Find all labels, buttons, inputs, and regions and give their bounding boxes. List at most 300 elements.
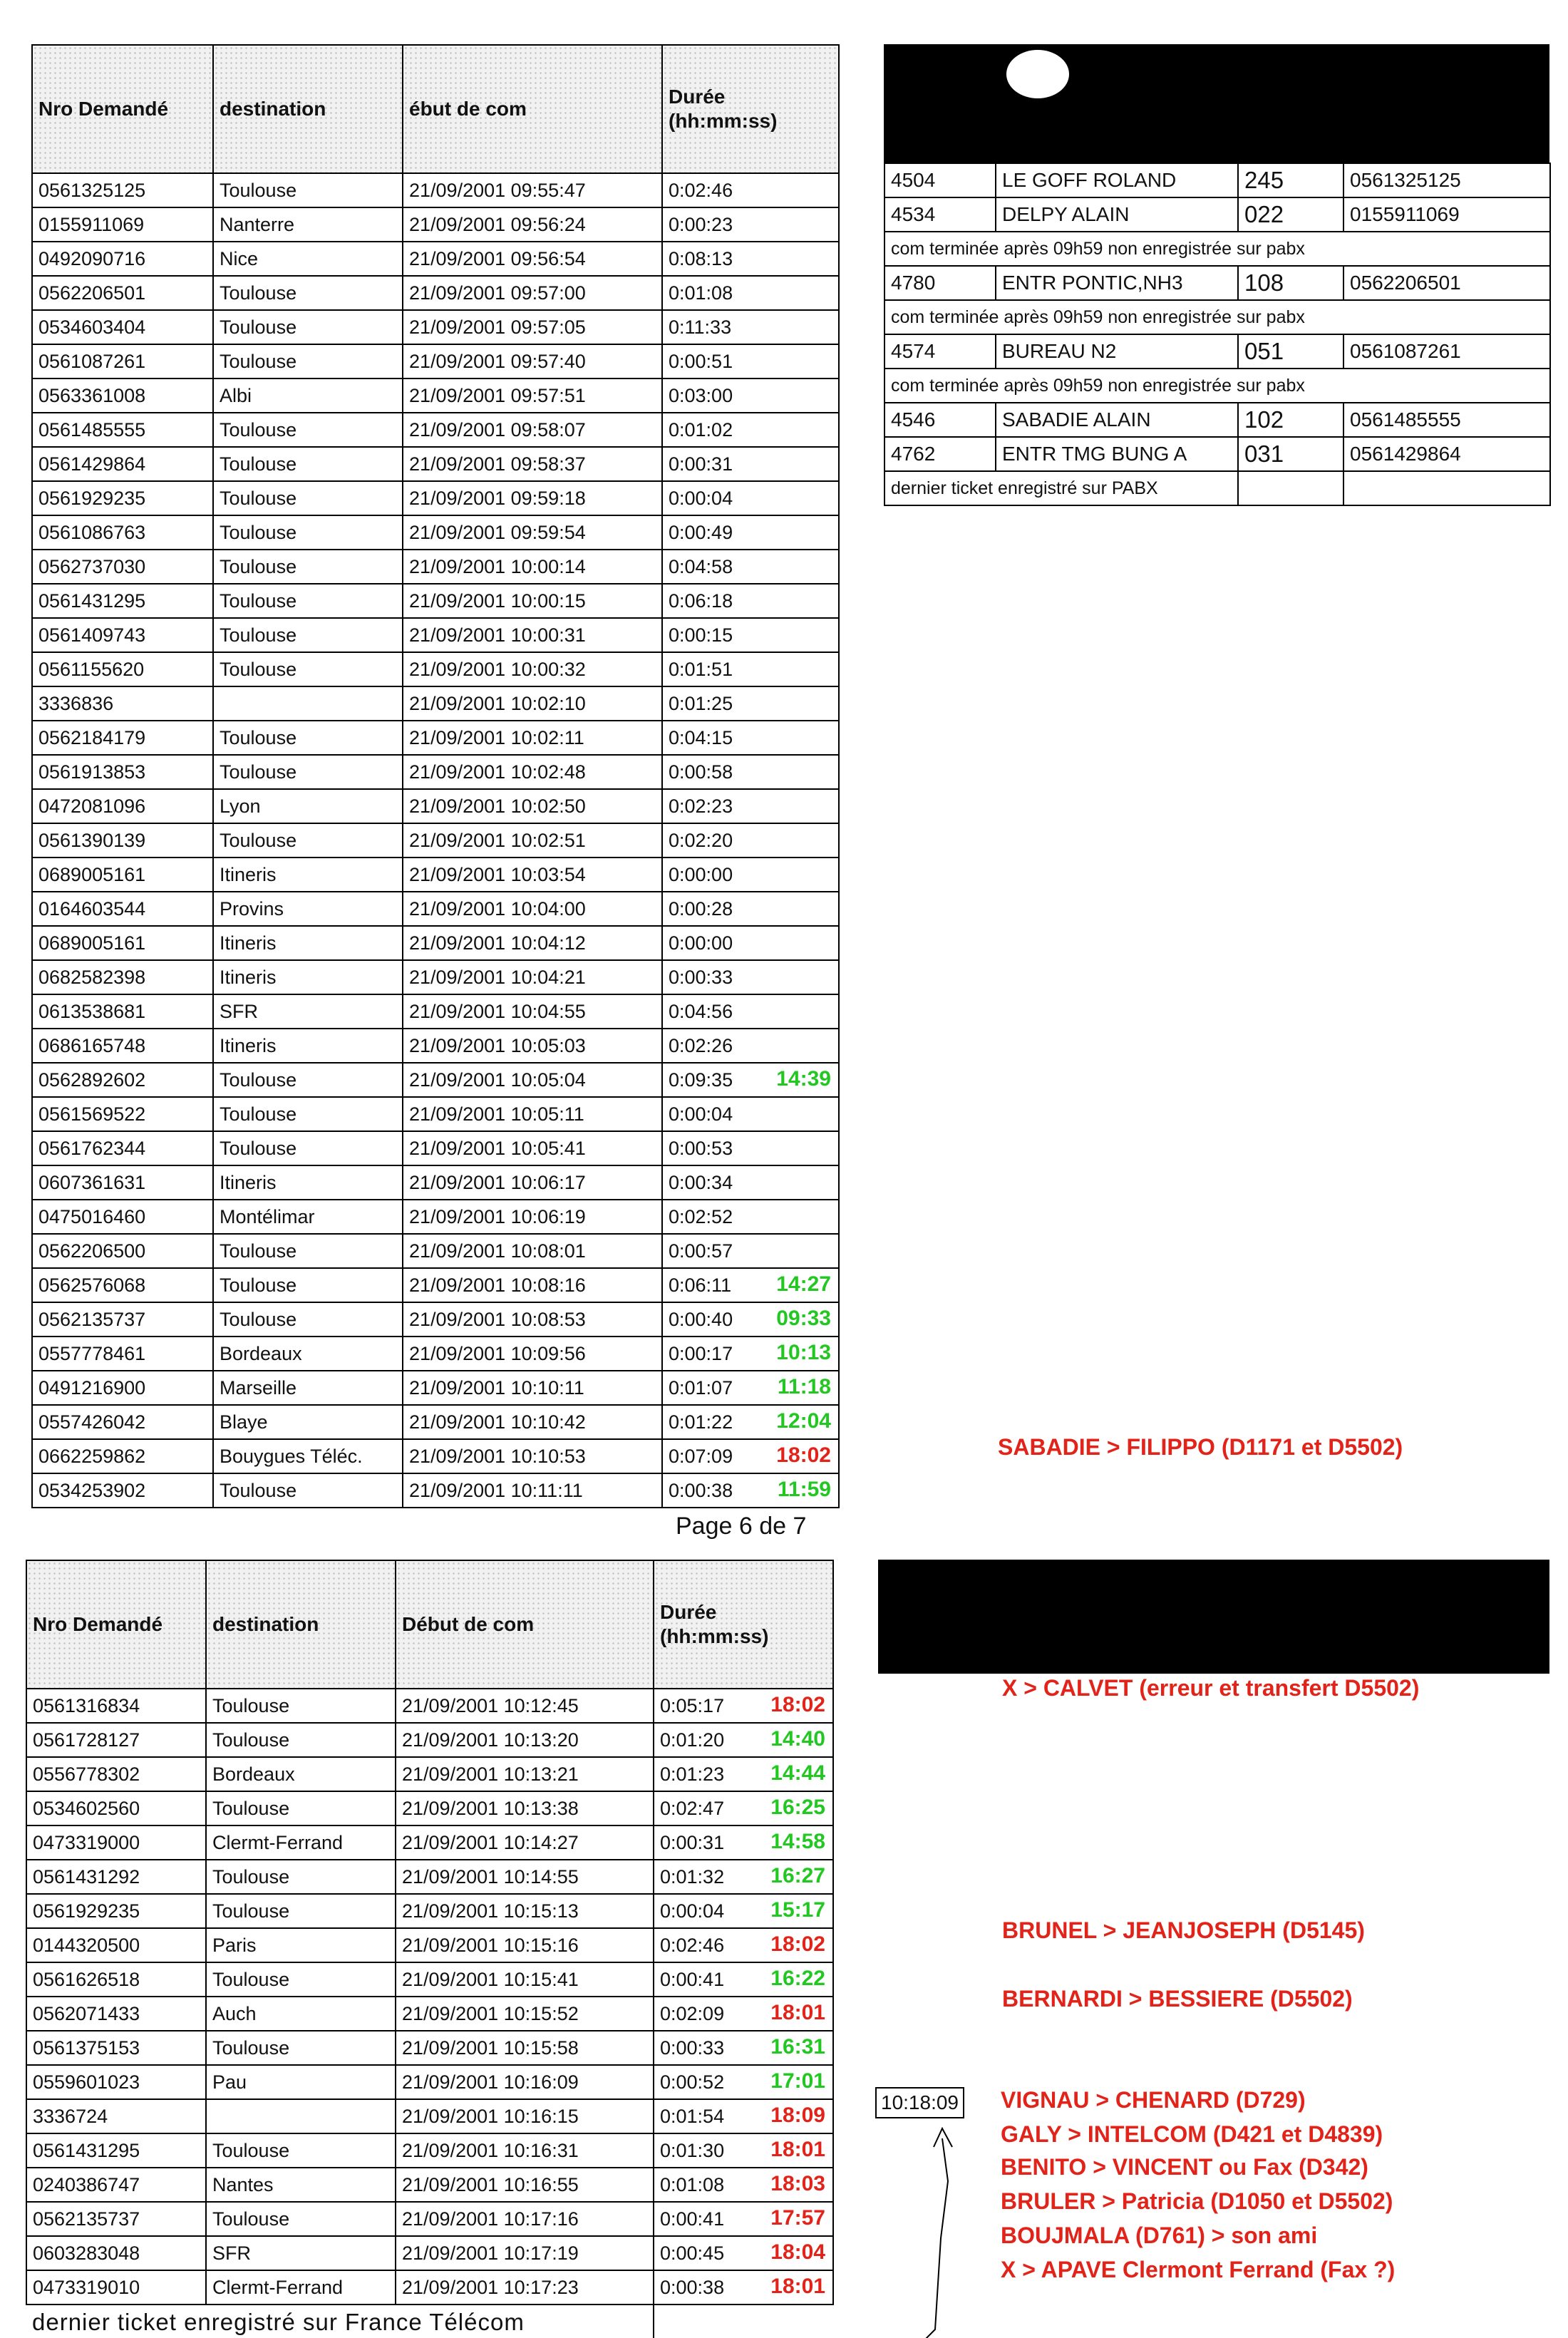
cell-destination: Toulouse <box>206 1689 396 1723</box>
cell-destination: Toulouse <box>213 1131 403 1165</box>
cell-number: 0534253902 <box>32 1473 213 1508</box>
duration-value: 0:02:23 <box>669 795 733 817</box>
cell-number: 0561390139 <box>32 823 213 858</box>
annotation-brunel: BRUNEL > JEANJOSEPH (D5145) <box>1002 1917 1365 1943</box>
cell-start: 21/09/2001 10:16:31 <box>396 2133 654 2168</box>
cell-start: 21/09/2001 10:16:15 <box>396 2099 654 2133</box>
pabx-name: LE GOFF ROLAND <box>996 163 1238 197</box>
pabx-code: 108 <box>1238 266 1343 300</box>
time-mark: 14:40 <box>770 1727 825 1751</box>
cell-number: 0559601023 <box>26 2065 206 2099</box>
duration-value: 0:00:17 <box>669 1343 733 1364</box>
time-mark: 10:13 <box>776 1341 831 1364</box>
duration-value: 0:00:04 <box>669 488 733 509</box>
duration-value: 0:01:30 <box>660 2140 725 2161</box>
annotation-vignau: VIGNAU > CHENARD (D729) <box>1001 2087 1306 2113</box>
cell-number: 0473319010 <box>26 2270 206 2304</box>
cell-start: 21/09/2001 10:13:38 <box>396 1791 654 1825</box>
cell-start: 21/09/2001 09:57:51 <box>403 378 662 413</box>
duration-value: 0:00:33 <box>660 2037 725 2059</box>
cell-number: 0164603544 <box>32 892 213 926</box>
cell-number: 0603283048 <box>26 2236 206 2270</box>
duration-value: 0:04:56 <box>669 1001 733 1022</box>
cell-number: 0561929235 <box>26 1894 206 1928</box>
cell-destination: Auch <box>206 1997 396 2031</box>
cell-destination: Toulouse <box>213 173 403 207</box>
duration-value: 0:02:46 <box>660 1935 725 1956</box>
time-mark: 11:18 <box>777 1375 831 1399</box>
duration-value: 0:03:00 <box>669 385 733 406</box>
pabx-name: BUREAU N2 <box>996 334 1238 369</box>
duration-value: 0:00:04 <box>660 1900 725 1922</box>
cell-number: 0561626518 <box>26 1962 206 1997</box>
cell-number: 0563361008 <box>32 378 213 413</box>
pabx-ext: 4546 <box>884 403 996 437</box>
cell-start: 21/09/2001 10:04:00 <box>403 892 662 926</box>
cell-destination: Toulouse <box>213 276 403 310</box>
pabx-note: com terminée après 09h59 non enregistrée sur pabx <box>884 232 1550 266</box>
duration-value: 0:00:28 <box>669 898 733 920</box>
cell-destination: Provins <box>213 892 403 926</box>
cell-number: 0613538681 <box>32 994 213 1029</box>
cell-start: 21/09/2001 09:56:54 <box>403 242 662 276</box>
pabx-code: 245 <box>1238 163 1343 197</box>
cell-number: 3336724 <box>26 2099 206 2133</box>
cell-start: 21/09/2001 10:05:03 <box>403 1029 662 1063</box>
cell-start: 21/09/2001 10:00:14 <box>403 550 662 584</box>
duration-value: 0:01:08 <box>660 2174 725 2195</box>
duration-value: 0:02:46 <box>669 180 733 201</box>
pabx-number: 0561087261 <box>1343 334 1550 369</box>
cell-start: 21/09/2001 09:59:18 <box>403 481 662 515</box>
cell-destination: Toulouse <box>213 584 403 618</box>
cell-destination: Toulouse <box>213 1234 403 1268</box>
duration-value: 0:05:17 <box>660 1695 725 1716</box>
cell-start: 21/09/2001 10:17:16 <box>396 2202 654 2236</box>
cell-number: 0561086763 <box>32 515 213 550</box>
cell-start: 21/09/2001 10:16:09 <box>396 2065 654 2099</box>
cell-start: 21/09/2001 10:04:21 <box>403 960 662 994</box>
cell-start: 21/09/2001 09:58:37 <box>403 447 662 481</box>
cell-start: 21/09/2001 10:10:53 <box>403 1439 662 1473</box>
pabx-name: ENTR TMG BUNG A <box>996 437 1238 471</box>
pabx-number: 0561429864 <box>1343 437 1550 471</box>
cell-start: 21/09/2001 10:08:53 <box>403 1302 662 1337</box>
pabx-ext: 4574 <box>884 334 996 369</box>
duration-value: 0:02:09 <box>660 2003 725 2024</box>
time-mark: 14:58 <box>770 1830 825 1853</box>
time-mark: 14:39 <box>776 1067 831 1091</box>
cell-destination: SFR <box>206 2236 396 2270</box>
cell-number: 0557778461 <box>32 1337 213 1371</box>
cell-destination: Paris <box>206 1928 396 1962</box>
duration-value: 0:00:04 <box>669 1103 733 1125</box>
cell-number: 0561325125 <box>32 173 213 207</box>
pabx-name: DELPY ALAIN <box>996 197 1238 232</box>
cell-destination: Albi <box>213 378 403 413</box>
cell-start: 21/09/2001 10:02:50 <box>403 789 662 823</box>
cell-destination: Pau <box>206 2065 396 2099</box>
time-mark: 17:01 <box>770 2069 825 2093</box>
cell-destination: Toulouse <box>213 481 403 515</box>
duration-value: 0:00:15 <box>669 624 733 646</box>
duration-value: 0:01:54 <box>660 2106 725 2127</box>
cell-start: 21/09/2001 09:56:24 <box>403 207 662 242</box>
cell-start: 21/09/2001 10:15:58 <box>396 2031 654 2065</box>
duration-value: 0:01:32 <box>660 1866 725 1888</box>
duration-value: 0:06:18 <box>669 590 733 612</box>
header-duration: Durée (hh:mm:ss) <box>662 45 839 173</box>
header-duration: Durée (hh:mm:ss) <box>654 1560 833 1689</box>
time-mark: 12:04 <box>776 1409 831 1433</box>
cell-number: 3336836 <box>32 686 213 721</box>
annotation-calvet: X > CALVET (erreur et transfert D5502) <box>1002 1675 1420 1701</box>
cell-destination: Clermt-Ferrand <box>206 1825 396 1860</box>
cell-start: 21/09/2001 10:14:27 <box>396 1825 654 1860</box>
duration-value: 0:00:40 <box>669 1309 733 1330</box>
duration-value: 0:11:33 <box>669 316 732 338</box>
duration-value: 0:00:33 <box>669 967 733 988</box>
cell-start: 21/09/2001 10:08:16 <box>403 1268 662 1302</box>
duration-value: 0:01:08 <box>669 282 733 304</box>
cell-start: 21/09/2001 10:12:45 <box>396 1689 654 1723</box>
cell-destination: Bouygues Téléc. <box>213 1439 403 1473</box>
cell-destination: Clermt-Ferrand <box>206 2270 396 2304</box>
cell-number: 0562576068 <box>32 1268 213 1302</box>
cell-destination: Itineris <box>213 926 403 960</box>
cell-number: 0557426042 <box>32 1405 213 1439</box>
duration-value: 0:02:52 <box>669 1206 733 1227</box>
cell-start: 21/09/2001 09:59:54 <box>403 515 662 550</box>
cell-number: 0561569522 <box>32 1097 213 1131</box>
pabx-code: 031 <box>1238 437 1343 471</box>
cell-start: 21/09/2001 09:57:40 <box>403 344 662 378</box>
cell-start: 21/09/2001 09:55:47 <box>403 173 662 207</box>
header-start: ébut de com <box>403 45 662 173</box>
duration-value: 0:06:11 <box>669 1274 732 1296</box>
cell-destination: Toulouse <box>213 413 403 447</box>
cell-destination: Blaye <box>213 1405 403 1439</box>
duration-value: 0:04:58 <box>669 556 733 577</box>
cell-number: 0144320500 <box>26 1928 206 1962</box>
cell-number: 0561409743 <box>32 618 213 652</box>
cell-destination: Toulouse <box>213 1302 403 1337</box>
duration-value: 0:01:20 <box>660 1729 725 1751</box>
cell-start: 21/09/2001 10:15:41 <box>396 1962 654 1997</box>
cell-start: 21/09/2001 10:04:12 <box>403 926 662 960</box>
duration-value: 0:01:22 <box>669 1411 733 1433</box>
pabx-ext: 4534 <box>884 197 996 232</box>
time-mark: 18:02 <box>770 1693 825 1716</box>
pabx-number: 0562206501 <box>1343 266 1550 300</box>
annotation-bernardi: BERNARDI > BESSIERE (D5502) <box>1002 1986 1353 2012</box>
cell-destination: Bordeaux <box>213 1337 403 1371</box>
time-mark: 18:01 <box>770 2138 825 2161</box>
time-mark: 18:02 <box>770 1932 825 1956</box>
annotation-galy: GALY > INTELCOM (D421 et D4839) <box>1001 2121 1383 2147</box>
cell-destination: Toulouse <box>213 1268 403 1302</box>
cell-number: 0562071433 <box>26 1997 206 2031</box>
duration-value: 0:00:38 <box>660 2277 725 2298</box>
cell-number: 0562135737 <box>26 2202 206 2236</box>
cell-destination: Itineris <box>213 1029 403 1063</box>
cell-destination: Bordeaux <box>206 1757 396 1791</box>
cell-start: 21/09/2001 10:05:41 <box>403 1131 662 1165</box>
cell-start: 21/09/2001 10:06:17 <box>403 1165 662 1200</box>
header-destination: destination <box>213 45 403 173</box>
cell-number: 0562206500 <box>32 1234 213 1268</box>
duration-value: 0:00:34 <box>669 1172 733 1193</box>
duration-value: 0:00:49 <box>669 522 733 543</box>
cell-destination: Lyon <box>213 789 403 823</box>
header-start: Début de com <box>396 1560 654 1689</box>
cell-destination: Toulouse <box>213 515 403 550</box>
duration-value: 0:00:41 <box>660 2208 725 2230</box>
cell-start: 21/09/2001 10:05:11 <box>403 1097 662 1131</box>
pabx-code: 022 <box>1238 197 1343 232</box>
duration-value: 0:00:00 <box>669 932 733 954</box>
pabx-code: 051 <box>1238 334 1343 369</box>
cell-destination: Toulouse <box>213 652 403 686</box>
annotation-benito: BENITO > VINCENT ou Fax (D342) <box>1001 2154 1368 2180</box>
cell-destination: Montélimar <box>213 1200 403 1234</box>
duration-value: 0:02:47 <box>660 1798 725 1819</box>
duration-value: 0:01:25 <box>669 693 733 714</box>
duration-value: 0:01:23 <box>660 1763 725 1785</box>
time-mark: 18:03 <box>770 2172 825 2195</box>
pabx-number: 0561485555 <box>1343 403 1550 437</box>
cell-destination: Toulouse <box>213 823 403 858</box>
cell-number: 0556778302 <box>26 1757 206 1791</box>
cell-number: 0561431295 <box>32 584 213 618</box>
duration-value: 0:09:35 <box>669 1069 733 1091</box>
duration-value: 0:00:38 <box>669 1480 733 1501</box>
cell-start: 21/09/2001 10:10:11 <box>403 1371 662 1405</box>
cell-start: 21/09/2001 10:16:55 <box>396 2168 654 2202</box>
last-ticket-note: dernier ticket enregistré sur France Télécom <box>26 2304 654 2338</box>
duration-value: 0:00:57 <box>669 1240 733 1262</box>
cell-start: 21/09/2001 10:00:15 <box>403 584 662 618</box>
pabx-name: ENTR PONTIC,NH3 <box>996 266 1238 300</box>
cell-start: 21/09/2001 10:15:16 <box>396 1928 654 1962</box>
cell-number: 0473319000 <box>26 1825 206 1860</box>
time-mark: 17:57 <box>770 2206 825 2230</box>
cell-destination: Toulouse <box>206 2133 396 2168</box>
cell-number: 0561728127 <box>26 1723 206 1757</box>
cell-start: 21/09/2001 10:15:13 <box>396 1894 654 1928</box>
pabx-code: 102 <box>1238 403 1343 437</box>
cell-start: 21/09/2001 09:57:00 <box>403 276 662 310</box>
cell-start: 21/09/2001 10:06:19 <box>403 1200 662 1234</box>
page-number: Page 6 de 7 <box>676 1513 807 1540</box>
time-mark: 09:33 <box>776 1307 831 1330</box>
duration-value: 0:04:15 <box>669 727 733 748</box>
cell-number: 0534603404 <box>32 310 213 344</box>
cell-start: 21/09/2001 10:02:11 <box>403 721 662 755</box>
cell-destination: Toulouse <box>213 447 403 481</box>
cell-start: 21/09/2001 10:00:32 <box>403 652 662 686</box>
cell-start: 21/09/2001 10:02:10 <box>403 686 662 721</box>
duration-value: 0:01:51 <box>669 659 733 680</box>
duration-value: 0:00:45 <box>660 2242 725 2264</box>
cell-start: 21/09/2001 10:14:55 <box>396 1860 654 1894</box>
annotation-bruler: BRULER > Patricia (D1050 et D5502) <box>1001 2188 1393 2214</box>
duration-value: 0:08:13 <box>669 248 733 269</box>
duration-value: 0:02:26 <box>669 1035 733 1056</box>
cell-number: 0562135737 <box>32 1302 213 1337</box>
cell-destination: Itineris <box>213 960 403 994</box>
cell-number: 0561375153 <box>26 2031 206 2065</box>
time-mark: 16:22 <box>770 1967 825 1990</box>
cell-number: 0534602560 <box>26 1791 206 1825</box>
cell-number: 0561913853 <box>32 755 213 789</box>
cell-start: 21/09/2001 10:15:52 <box>396 1997 654 2031</box>
cell-number: 0561431292 <box>26 1860 206 1894</box>
cell-number: 0562892602 <box>32 1063 213 1097</box>
cell-destination: SFR <box>213 994 403 1029</box>
pabx-number: 0155911069 <box>1343 197 1550 232</box>
duration-value: 0:00:23 <box>669 214 733 235</box>
time-mark: 16:25 <box>770 1796 825 1819</box>
cell-number: 0562737030 <box>32 550 213 584</box>
cell-destination: Toulouse <box>213 1473 403 1508</box>
header-number: Nro Demandé <box>26 1560 206 1689</box>
cell-destination: Toulouse <box>206 2202 396 2236</box>
cell-start: 21/09/2001 10:02:48 <box>403 755 662 789</box>
cell-destination: Toulouse <box>213 344 403 378</box>
cell-start: 21/09/2001 10:13:21 <box>396 1757 654 1791</box>
pabx-ext: 4780 <box>884 266 996 300</box>
duration-value: 0:00:53 <box>669 1138 733 1159</box>
annotation-sabadie: SABADIE > FILIPPO (D1171 et D5502) <box>998 1434 1403 1460</box>
cell-start: 21/09/2001 10:17:23 <box>396 2270 654 2304</box>
cell-number: 0689005161 <box>32 858 213 892</box>
cell-number: 0682582398 <box>32 960 213 994</box>
cell-destination: Nanterre <box>213 207 403 242</box>
time-mark: 15:17 <box>770 1898 825 1922</box>
cell-number: 0561929235 <box>32 481 213 515</box>
duration-value: 0:00:00 <box>669 864 733 885</box>
cell-number: 0686165748 <box>32 1029 213 1063</box>
cell-destination: Toulouse <box>213 550 403 584</box>
cell-start: 21/09/2001 10:10:42 <box>403 1405 662 1439</box>
cell-number: 0492090716 <box>32 242 213 276</box>
cell-start: 21/09/2001 10:11:11 <box>403 1473 662 1508</box>
cell-destination: Nantes <box>206 2168 396 2202</box>
cell-destination: Toulouse <box>206 2031 396 2065</box>
time-mark: 18:09 <box>770 2103 825 2127</box>
header-number: Nro Demandé <box>32 45 213 173</box>
cell-destination: Toulouse <box>213 755 403 789</box>
pabx-name: SABADIE ALAIN <box>996 403 1238 437</box>
cell-destination: Toulouse <box>213 1063 403 1097</box>
cell-start: 21/09/2001 10:13:20 <box>396 1723 654 1757</box>
time-mark: 16:31 <box>770 2035 825 2059</box>
pabx-last-ticket: dernier ticket enregistré sur PABX <box>884 471 1238 505</box>
cell-number: 0607361631 <box>32 1165 213 1200</box>
duration-value: 0:00:51 <box>669 351 733 372</box>
annotation-boujmala: BOUJMALA (D761) > son ami <box>1001 2223 1318 2248</box>
cell-destination: Toulouse <box>206 1860 396 1894</box>
cell-number: 0561087261 <box>32 344 213 378</box>
annotation-apave: X > APAVE Clermont Ferrand (Fax ?) <box>1001 2257 1396 2282</box>
pabx-last-time-box: 10:18:09 <box>875 2087 964 2118</box>
cell-destination: Toulouse <box>206 1791 396 1825</box>
cell-start: 21/09/2001 10:03:54 <box>403 858 662 892</box>
cell-destination: Toulouse <box>213 618 403 652</box>
cell-start: 21/09/2001 10:00:31 <box>403 618 662 652</box>
cell-number: 0561485555 <box>32 413 213 447</box>
cell-number: 0561155620 <box>32 652 213 686</box>
time-mark: 14:44 <box>770 1761 825 1785</box>
cell-number: 0662259862 <box>32 1439 213 1473</box>
duration-value: 0:01:07 <box>669 1377 733 1399</box>
time-mark: 14:27 <box>776 1272 831 1296</box>
cell-start: 21/09/2001 10:05:04 <box>403 1063 662 1097</box>
cell-number: 0562184179 <box>32 721 213 755</box>
pabx-ext: 4762 <box>884 437 996 471</box>
duration-value: 0:00:58 <box>669 761 733 783</box>
cell-number: 0240386747 <box>26 2168 206 2202</box>
cell-number: 0491216900 <box>32 1371 213 1405</box>
duration-value: 0:01:02 <box>669 419 733 441</box>
time-mark: 18:04 <box>770 2240 825 2264</box>
cell-destination: Itineris <box>213 1165 403 1200</box>
pabx-note: com terminée après 09h59 non enregistrée sur pabx <box>884 300 1550 334</box>
cell-destination: Toulouse <box>206 1962 396 1997</box>
cell-destination: Toulouse <box>213 310 403 344</box>
cell-number: 0562206501 <box>32 276 213 310</box>
time-mark: 18:01 <box>770 2275 825 2298</box>
cell-start: 21/09/2001 10:02:51 <box>403 823 662 858</box>
duration-value: 0:07:09 <box>669 1446 733 1467</box>
pabx-number: 0561325125 <box>1343 163 1550 197</box>
cell-number: 0472081096 <box>32 789 213 823</box>
cell-number: 0475016460 <box>32 1200 213 1234</box>
cell-start: 21/09/2001 10:09:56 <box>403 1337 662 1371</box>
duration-value: 0:02:20 <box>669 830 733 851</box>
cell-destination: Nice <box>213 242 403 276</box>
cell-number: 0689005161 <box>32 926 213 960</box>
header-destination: destination <box>206 1560 396 1689</box>
cell-start: 21/09/2001 10:08:01 <box>403 1234 662 1268</box>
time-mark: 18:02 <box>776 1443 831 1467</box>
duration-value: 0:00:52 <box>660 2071 725 2093</box>
cell-start: 21/09/2001 10:04:55 <box>403 994 662 1029</box>
cell-destination: Itineris <box>213 858 403 892</box>
pabx-note: com terminée après 09h59 non enregistrée sur pabx <box>884 369 1550 403</box>
cell-destination: Toulouse <box>206 1894 396 1928</box>
cell-destination: Marseille <box>213 1371 403 1405</box>
cell-number: 0561429864 <box>32 447 213 481</box>
cell-destination: Toulouse <box>206 1723 396 1757</box>
cell-start: 21/09/2001 09:57:05 <box>403 310 662 344</box>
duration-value: 0:00:31 <box>660 1832 725 1853</box>
cell-number: 0155911069 <box>32 207 213 242</box>
duration-value: 0:00:41 <box>660 1969 725 1990</box>
cell-start: 21/09/2001 09:58:07 <box>403 413 662 447</box>
time-mark: 16:27 <box>770 1864 825 1888</box>
time-mark: 11:59 <box>777 1478 831 1501</box>
duration-value: 0:00:31 <box>669 453 733 475</box>
cell-destination: Toulouse <box>213 721 403 755</box>
cell-number: 0561762344 <box>32 1131 213 1165</box>
pabx-ext: 4504 <box>884 163 996 197</box>
cell-number: 0561431295 <box>26 2133 206 2168</box>
cell-start: 21/09/2001 10:17:19 <box>396 2236 654 2270</box>
cell-number: 0561316834 <box>26 1689 206 1723</box>
cell-destination: Toulouse <box>213 1097 403 1131</box>
